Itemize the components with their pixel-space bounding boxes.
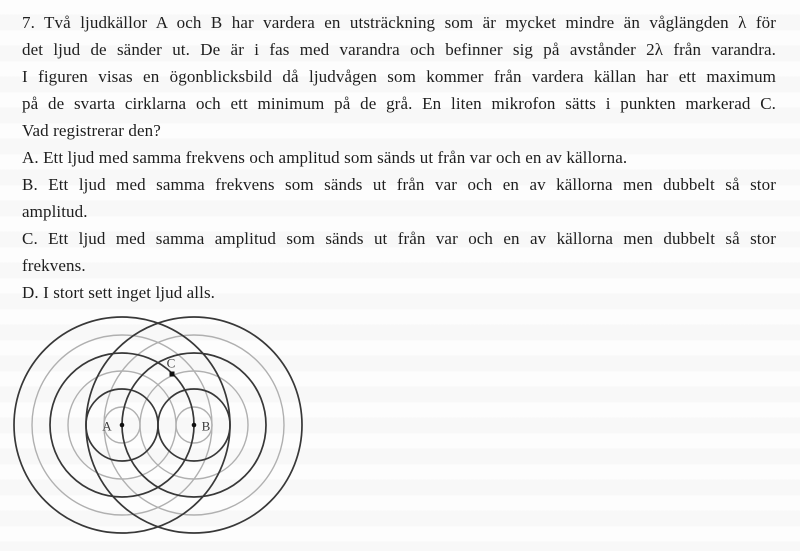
option-b-text: B. Ett ljud med samma frekvens som sänds ut från var och en av källorna men dubbelt så stor [22,175,776,194]
option-b-text: amplitud. [22,202,88,221]
question-line: I figuren visas en ögonblicksbild då ljudvågen som kommer från vardera källan har ett maximum [22,67,776,86]
interference-figure [12,316,776,538]
option-a [22,144,776,171]
question-line: det ljud de sänder ut. De är i fas med varandra och befinner sig på avstånder 2λ från varandra. [22,40,776,59]
question-line: på de svarta cirklarna och ett minimum på de grå. En liten mikrofon sätts i punkten markerad C. [22,94,776,113]
question-line: 7. Två ljudkällor A och B har vardera en utsträckning som är mycket mindre än våglängden λ för [22,13,776,32]
option-c-text: frekvens. [22,256,86,275]
option-d-text: D. I stort sett inget ljud alls. [22,283,216,302]
question-text [22,9,776,144]
source-a-label: A [102,418,112,434]
option-c [22,225,776,279]
option-c-text: C. Ett ljud med samma amplitud som sänds ut från var och en av källorna men dubbelt så stor [22,229,776,248]
source-b-label: B [201,418,211,434]
option-d [22,279,776,306]
point-c-label: C [166,355,176,371]
source-a-dot [120,423,125,428]
option-a-text: A. Ett ljud med samma frekvens och amplitud som sänds ut från var och en av källorna. [22,148,628,167]
question-line: Vad registrerar den? [22,121,161,140]
interference-diagram [12,316,304,538]
point-c-marker [170,372,175,377]
option-b [22,171,776,225]
source-b-dot [192,423,197,428]
